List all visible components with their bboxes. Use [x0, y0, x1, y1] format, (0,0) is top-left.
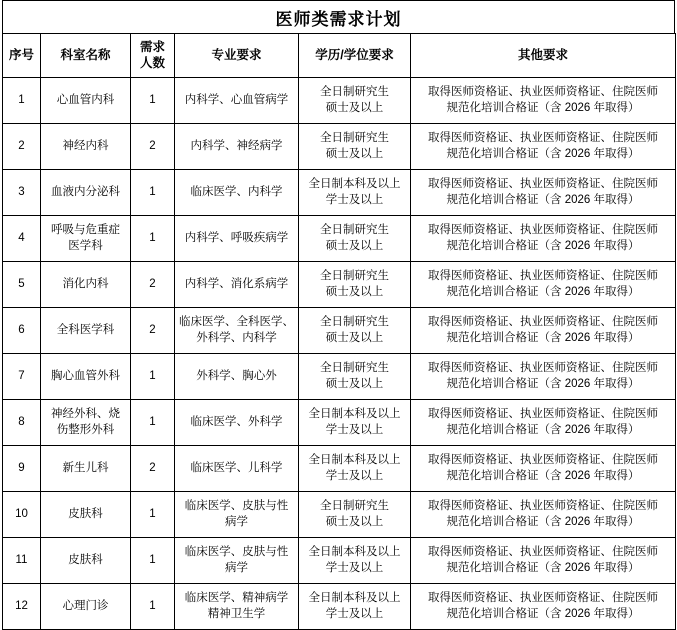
- cell-other-lines: [414, 407, 672, 438]
- cell-degree-lines: [302, 361, 407, 392]
- cell-other-line: 规范化培训合格证（含 2026 年取得）: [446, 469, 640, 482]
- header-department: 科室名称: [41, 34, 131, 78]
- cell-other-line: 规范化培训合格证（含 2026 年取得）: [446, 239, 640, 252]
- header-count: [131, 34, 175, 78]
- cell-major: [175, 538, 299, 584]
- table-row: [3, 262, 676, 308]
- cell-count: 2: [131, 262, 175, 308]
- cell-degree-line: 全日制本科及以上: [308, 453, 401, 466]
- cell-major-line: 精神卫生学: [207, 607, 266, 620]
- cell-major: [175, 124, 299, 170]
- cell-major: [175, 492, 299, 538]
- cell-index: 6: [3, 308, 41, 354]
- cell-department: [41, 400, 131, 446]
- cell-degree-lines: [302, 85, 407, 116]
- cell-department: 心理门诊: [41, 584, 131, 630]
- cell-major-line: 外科学、内科学: [196, 331, 277, 344]
- cell-other: [411, 308, 676, 354]
- cell-major-line: 内科学、消化系病学: [184, 277, 289, 290]
- cell-degree-line: 全日制研究生: [320, 269, 389, 282]
- table-row: [3, 400, 676, 446]
- cell-major-line: 外科学、胸心外: [196, 369, 277, 382]
- document-title-bar: [2, 0, 675, 33]
- cell-department: 心血管内科: [41, 78, 131, 124]
- cell-major: [175, 354, 299, 400]
- cell-index: 10: [3, 492, 41, 538]
- cell-degree-lines: [302, 177, 407, 208]
- cell-department-line: 呼吸与危重症: [51, 223, 120, 236]
- cell-index: 4: [3, 216, 41, 262]
- cell-department-line: 伤整形外科: [56, 423, 115, 436]
- cell-degree-lines: [302, 453, 407, 484]
- cell-count: 2: [131, 308, 175, 354]
- cell-index: 5: [3, 262, 41, 308]
- cell-major-line: 临床医学、全科医学、: [179, 315, 294, 328]
- cell-other-line: 取得医师资格证、执业医师资格证、住院医师: [428, 85, 658, 98]
- cell-other-line: 取得医师资格证、执业医师资格证、住院医师: [428, 131, 658, 144]
- cell-index: 1: [3, 78, 41, 124]
- cell-other-line: 取得医师资格证、执业医师资格证、住院医师: [428, 177, 658, 190]
- page-title: 医师类需求计划: [275, 9, 402, 29]
- table-row: [3, 124, 676, 170]
- cell-other-lines: [414, 177, 672, 208]
- cell-department: 新生儿科: [41, 446, 131, 492]
- cell-degree-line: 学士及以上: [325, 193, 384, 206]
- cell-degree: [299, 354, 411, 400]
- cell-other-lines: [414, 315, 672, 346]
- cell-other-line: 规范化培训合格证（含 2026 年取得）: [446, 561, 640, 574]
- cell-other-line: 规范化培训合格证（含 2026 年取得）: [446, 607, 640, 620]
- cell-major-line: 临床医学、精神病学: [184, 591, 289, 604]
- header-other: 其他要求: [411, 34, 676, 78]
- cell-major: [175, 170, 299, 216]
- cell-degree-lines: [302, 223, 407, 254]
- cell-other-lines: [414, 131, 672, 162]
- cell-department: 消化内科: [41, 262, 131, 308]
- cell-other: [411, 446, 676, 492]
- cell-other-lines: [414, 453, 672, 484]
- cell-degree: [299, 262, 411, 308]
- cell-degree-lines: [302, 269, 407, 300]
- cell-other: [411, 400, 676, 446]
- cell-degree: [299, 216, 411, 262]
- table-header-row: [3, 34, 676, 78]
- cell-count: 1: [131, 492, 175, 538]
- table-header: [3, 34, 676, 78]
- cell-count: 1: [131, 538, 175, 584]
- cell-major-lines: [178, 185, 295, 201]
- table-row: [3, 538, 676, 584]
- cell-major-lines: [178, 231, 295, 247]
- cell-other: [411, 492, 676, 538]
- cell-major-lines: [178, 499, 295, 530]
- cell-degree-line: 全日制研究生: [320, 223, 389, 236]
- cell-degree-line: 学士及以上: [325, 607, 384, 620]
- cell-other: [411, 78, 676, 124]
- cell-major-line: 内科学、呼吸疾病学: [184, 231, 289, 244]
- header-index: 序号: [3, 34, 41, 78]
- cell-degree: [299, 400, 411, 446]
- cell-degree-line: 硕士及以上: [325, 239, 384, 252]
- cell-major: [175, 446, 299, 492]
- requirement-plan-table: [2, 33, 676, 630]
- cell-other-line: 规范化培训合格证（含 2026 年取得）: [446, 193, 640, 206]
- cell-other: [411, 262, 676, 308]
- cell-degree-line: 硕士及以上: [325, 515, 384, 528]
- cell-degree-line: 全日制研究生: [320, 361, 389, 374]
- header-major: 专业要求: [175, 34, 299, 78]
- header-count-line1: 需求: [139, 39, 165, 54]
- cell-other-line: 取得医师资格证、执业医师资格证、住院医师: [428, 269, 658, 282]
- cell-count: 2: [131, 446, 175, 492]
- cell-degree-lines: [302, 545, 407, 576]
- cell-degree-lines: [302, 131, 407, 162]
- cell-major-lines: [178, 277, 295, 293]
- cell-other-line: 规范化培训合格证（含 2026 年取得）: [446, 147, 640, 160]
- cell-other: [411, 124, 676, 170]
- cell-other-line: 规范化培训合格证（含 2026 年取得）: [446, 515, 640, 528]
- header-count-line2: 人数: [139, 55, 165, 70]
- cell-other: [411, 584, 676, 630]
- cell-other: [411, 170, 676, 216]
- cell-major-line: 病学: [225, 561, 248, 574]
- cell-other-line: 取得医师资格证、执业医师资格证、住院医师: [428, 545, 658, 558]
- cell-count: 1: [131, 400, 175, 446]
- cell-major-line: 病学: [225, 515, 248, 528]
- cell-major-lines: [178, 415, 295, 431]
- cell-count: 1: [131, 354, 175, 400]
- cell-department: 皮肤科: [41, 538, 131, 584]
- cell-index: 3: [3, 170, 41, 216]
- table-row: [3, 492, 676, 538]
- cell-degree-line: 全日制研究生: [320, 131, 389, 144]
- cell-degree-line: 全日制本科及以上: [308, 591, 401, 604]
- cell-degree-lines: [302, 407, 407, 438]
- cell-major: [175, 308, 299, 354]
- cell-degree-line: 全日制研究生: [320, 499, 389, 512]
- cell-degree: [299, 538, 411, 584]
- cell-major-lines: [178, 591, 295, 622]
- table-row: [3, 446, 676, 492]
- cell-major-line: 内科学、心血管病学: [184, 93, 289, 106]
- table-body: [3, 78, 676, 630]
- cell-other-line: 取得医师资格证、执业医师资格证、住院医师: [428, 407, 658, 420]
- cell-degree-line: 学士及以上: [325, 423, 384, 436]
- cell-degree: [299, 446, 411, 492]
- cell-other-line: 规范化培训合格证（含 2026 年取得）: [446, 331, 640, 344]
- cell-degree-line: 全日制本科及以上: [308, 407, 401, 420]
- cell-major-lines: [178, 93, 295, 109]
- cell-degree-line: 硕士及以上: [325, 147, 384, 160]
- cell-index: 7: [3, 354, 41, 400]
- cell-degree: [299, 78, 411, 124]
- cell-department-lines: [44, 223, 127, 254]
- cell-major-lines: [178, 315, 295, 346]
- cell-other: [411, 538, 676, 584]
- header-degree: 学历/学位要求: [299, 34, 411, 78]
- cell-other-line: 取得医师资格证、执业医师资格证、住院医师: [428, 315, 658, 328]
- cell-major-lines: [178, 369, 295, 385]
- cell-major-line: 临床医学、外科学: [190, 415, 283, 428]
- cell-major: [175, 262, 299, 308]
- cell-major-line: 临床医学、皮肤与性: [184, 499, 289, 512]
- cell-index: 2: [3, 124, 41, 170]
- cell-degree-line: 学士及以上: [325, 469, 384, 482]
- cell-other-lines: [414, 269, 672, 300]
- cell-degree: [299, 124, 411, 170]
- cell-count: 2: [131, 124, 175, 170]
- cell-major: [175, 78, 299, 124]
- cell-degree-line: 全日制研究生: [320, 315, 389, 328]
- cell-department: 血液内分泌科: [41, 170, 131, 216]
- table-row: [3, 216, 676, 262]
- cell-major-lines: [178, 545, 295, 576]
- table-row: [3, 354, 676, 400]
- cell-major-line: 临床医学、皮肤与性: [184, 545, 289, 558]
- cell-degree: [299, 492, 411, 538]
- cell-department: 神经内科: [41, 124, 131, 170]
- cell-degree-line: 硕士及以上: [325, 101, 384, 114]
- cell-degree: [299, 308, 411, 354]
- cell-other-line: 取得医师资格证、执业医师资格证、住院医师: [428, 453, 658, 466]
- cell-other-line: 取得医师资格证、执业医师资格证、住院医师: [428, 361, 658, 374]
- cell-count: 1: [131, 584, 175, 630]
- table-row: [3, 170, 676, 216]
- cell-index: 8: [3, 400, 41, 446]
- cell-other-line: 规范化培训合格证（含 2026 年取得）: [446, 423, 640, 436]
- cell-department-line: 医学科: [68, 239, 103, 252]
- cell-degree: [299, 584, 411, 630]
- cell-count: 1: [131, 78, 175, 124]
- cell-other-line: 规范化培训合格证（含 2026 年取得）: [446, 285, 640, 298]
- cell-degree-line: 学士及以上: [325, 561, 384, 574]
- cell-degree-line: 硕士及以上: [325, 285, 384, 298]
- cell-other-line: 规范化培训合格证（含 2026 年取得）: [446, 101, 640, 114]
- cell-other-lines: [414, 499, 672, 530]
- cell-other-lines: [414, 223, 672, 254]
- cell-index: 12: [3, 584, 41, 630]
- cell-major-lines: [178, 139, 295, 155]
- table-row: [3, 584, 676, 630]
- cell-count: 1: [131, 216, 175, 262]
- cell-degree-lines: [302, 315, 407, 346]
- cell-degree: [299, 170, 411, 216]
- cell-degree-line: 硕士及以上: [325, 377, 384, 390]
- cell-other: [411, 354, 676, 400]
- cell-major-line: 临床医学、内科学: [190, 185, 283, 198]
- cell-major: [175, 216, 299, 262]
- cell-index: 11: [3, 538, 41, 584]
- cell-major: [175, 584, 299, 630]
- cell-department-line: 神经外科、烧: [51, 407, 120, 420]
- cell-department: 全科医学科: [41, 308, 131, 354]
- cell-degree-line: 硕士及以上: [325, 331, 384, 344]
- cell-degree-lines: [302, 591, 407, 622]
- cell-other-line: 取得医师资格证、执业医师资格证、住院医师: [428, 499, 658, 512]
- table-row: [3, 78, 676, 124]
- cell-other-lines: [414, 545, 672, 576]
- cell-other-lines: [414, 591, 672, 622]
- cell-other-line: 取得医师资格证、执业医师资格证、住院医师: [428, 591, 658, 604]
- cell-department: 胸心血管外科: [41, 354, 131, 400]
- cell-department-lines: [44, 407, 127, 438]
- cell-department: 皮肤科: [41, 492, 131, 538]
- cell-other: [411, 216, 676, 262]
- cell-index: 9: [3, 446, 41, 492]
- cell-other-line: 取得医师资格证、执业医师资格证、住院医师: [428, 223, 658, 236]
- cell-degree-lines: [302, 499, 407, 530]
- cell-major-line: 临床医学、儿科学: [190, 461, 283, 474]
- table-row: [3, 308, 676, 354]
- cell-degree-line: 全日制研究生: [320, 85, 389, 98]
- cell-count: 1: [131, 170, 175, 216]
- cell-major: [175, 400, 299, 446]
- cell-other-lines: [414, 85, 672, 116]
- cell-major-line: 内科学、神经病学: [190, 139, 283, 152]
- cell-major-lines: [178, 461, 295, 477]
- cell-degree-line: 全日制本科及以上: [308, 177, 401, 190]
- cell-other-line: 规范化培训合格证（含 2026 年取得）: [446, 377, 640, 390]
- cell-degree-line: 全日制本科及以上: [308, 545, 401, 558]
- cell-department: [41, 216, 131, 262]
- cell-other-lines: [414, 361, 672, 392]
